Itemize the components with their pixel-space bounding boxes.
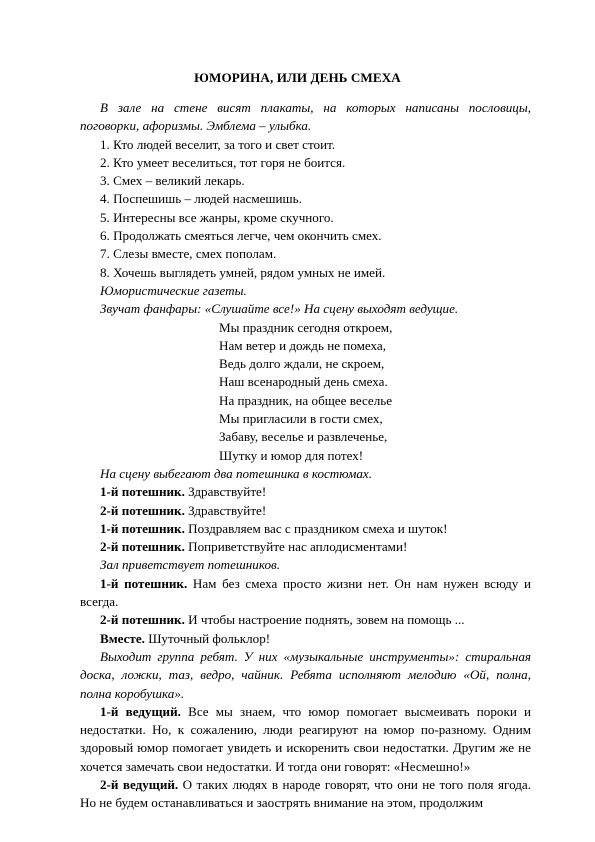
proverb-item: 8. Хочешь выглядеть умней, рядом умных не имей. [100,264,386,280]
proverb-item: 2. Кто умеет веселиться, тот горя не боится. [100,154,346,170]
dialogue-line [80,538,531,556]
dialogue-line [80,520,531,538]
poem-line: На праздник, на общее веселье [219,392,393,408]
line-text: И чтобы настроение поднять, зовем на помощь ... [184,612,465,628]
speaker-name: 2-й потешник. [100,612,185,628]
proverb-item: 1. Кто людей веселит, за того и свет стоит. [100,136,336,152]
line-text: Шуточный фольклор! [144,630,271,646]
dialogue-line [80,502,531,520]
speaker-name: Вместе. [100,630,145,646]
line-text: Все мы знаем, что юмор помогает высмеивать пороки и недостатки. Но, к сожалению, люди реагируют на юмор по-разному. Одним здоровый юмор помогает увидеть и искоренить свои недостатки. Другим же не хочется замечать свои недостатки. И тогда они говорят: «Несмешно!» [80,703,531,774]
dialogue-line [80,483,531,501]
dialogue-line [80,575,531,612]
proverb-item: 4. Поспешишь – людей насмешишь. [100,191,302,207]
page-title: ЮМОРИНА, ИЛИ ДЕНЬ СМЕХА [194,70,401,85]
dialogue-line [80,703,531,776]
speaker-name: 2-й потешник. [100,502,185,518]
poem-line: Наш всенародный день смеха. [219,374,388,390]
poem-line: Забаву, веселье и развлеченье, [219,429,388,445]
proverb-list [80,136,531,282]
dialogue-line [80,776,531,813]
line-text: Здравствуйте! [184,484,267,500]
poem-line: Мы праздник сегодня откроем, [219,319,393,335]
line-text: Здравствуйте! [184,502,267,518]
speaker-name: 1-й потешник. [100,484,185,500]
line-text: Поздравляем вас с праздником смеха и шуток! [184,520,448,536]
stage-direction-intro: В зале на стене висят плакаты, на которых написаны пословицы, поговорки, афоризмы. Эмблема – улыбка. [80,100,531,134]
poem-line: Нам ветер и дождь не помеха, [219,337,386,353]
speaker-name: 1-й ведущий. [100,703,181,719]
speaker-name: 2-й потешник. [100,539,185,555]
document-body [80,99,531,813]
line-text: О таких людях в народе говорят, что они не того поля ягода. Но не будем останавливаться и заострять внимание на этом, продолжим [80,776,531,811]
proverb-item: 6. Продолжать смеяться легче, чем окончить смех. [100,228,382,244]
stage-direction-musicians: Выходит группа ребят. У них «музыкальные инструменты»: стиральная доска, ложки, таз, ведро, чайник. Ребята исполняют мелодию «Ой, полна, полна коробушка». [80,648,531,701]
poem-line: Мы пригласили в гости смех, [219,411,383,427]
dialogue-line [80,611,531,629]
stage-direction-fanfare: Звучат фанфары: «Слушайте все!» На сцену выходят ведущие. [100,301,459,317]
stage-direction-newspapers: Юмористические газеты. [100,282,247,298]
poem-line: Шутку и юмор для потех! [219,447,364,463]
proverb-item: 3. Смех – великий лекарь. [100,173,245,189]
speaker-name: 1-й потешник. [100,520,185,536]
speaker-name: 1-й потешник. [100,575,188,591]
line-text: Поприветствуйте нас аплодисментами! [184,539,408,555]
dialogue-line [80,630,531,648]
stage-direction-jesters: На сцену выбегают два потешника в костюмах. [100,465,372,481]
speaker-name: 2-й ведущий. [100,776,179,792]
proverb-item: 5. Интересны все жанры, кроме скучного. [100,209,334,225]
stage-direction-greeting: Зал приветствует потешников. [100,557,280,573]
line-text: Нам без смеха просто жизни нет. Он нам нужен всюду и всегда. [80,575,531,610]
poem-line: Ведь долго ждали, не скроем, [219,356,385,372]
poem-block [80,319,531,465]
proverb-item: 7. Слезы вместе, смех пополам. [100,246,277,262]
